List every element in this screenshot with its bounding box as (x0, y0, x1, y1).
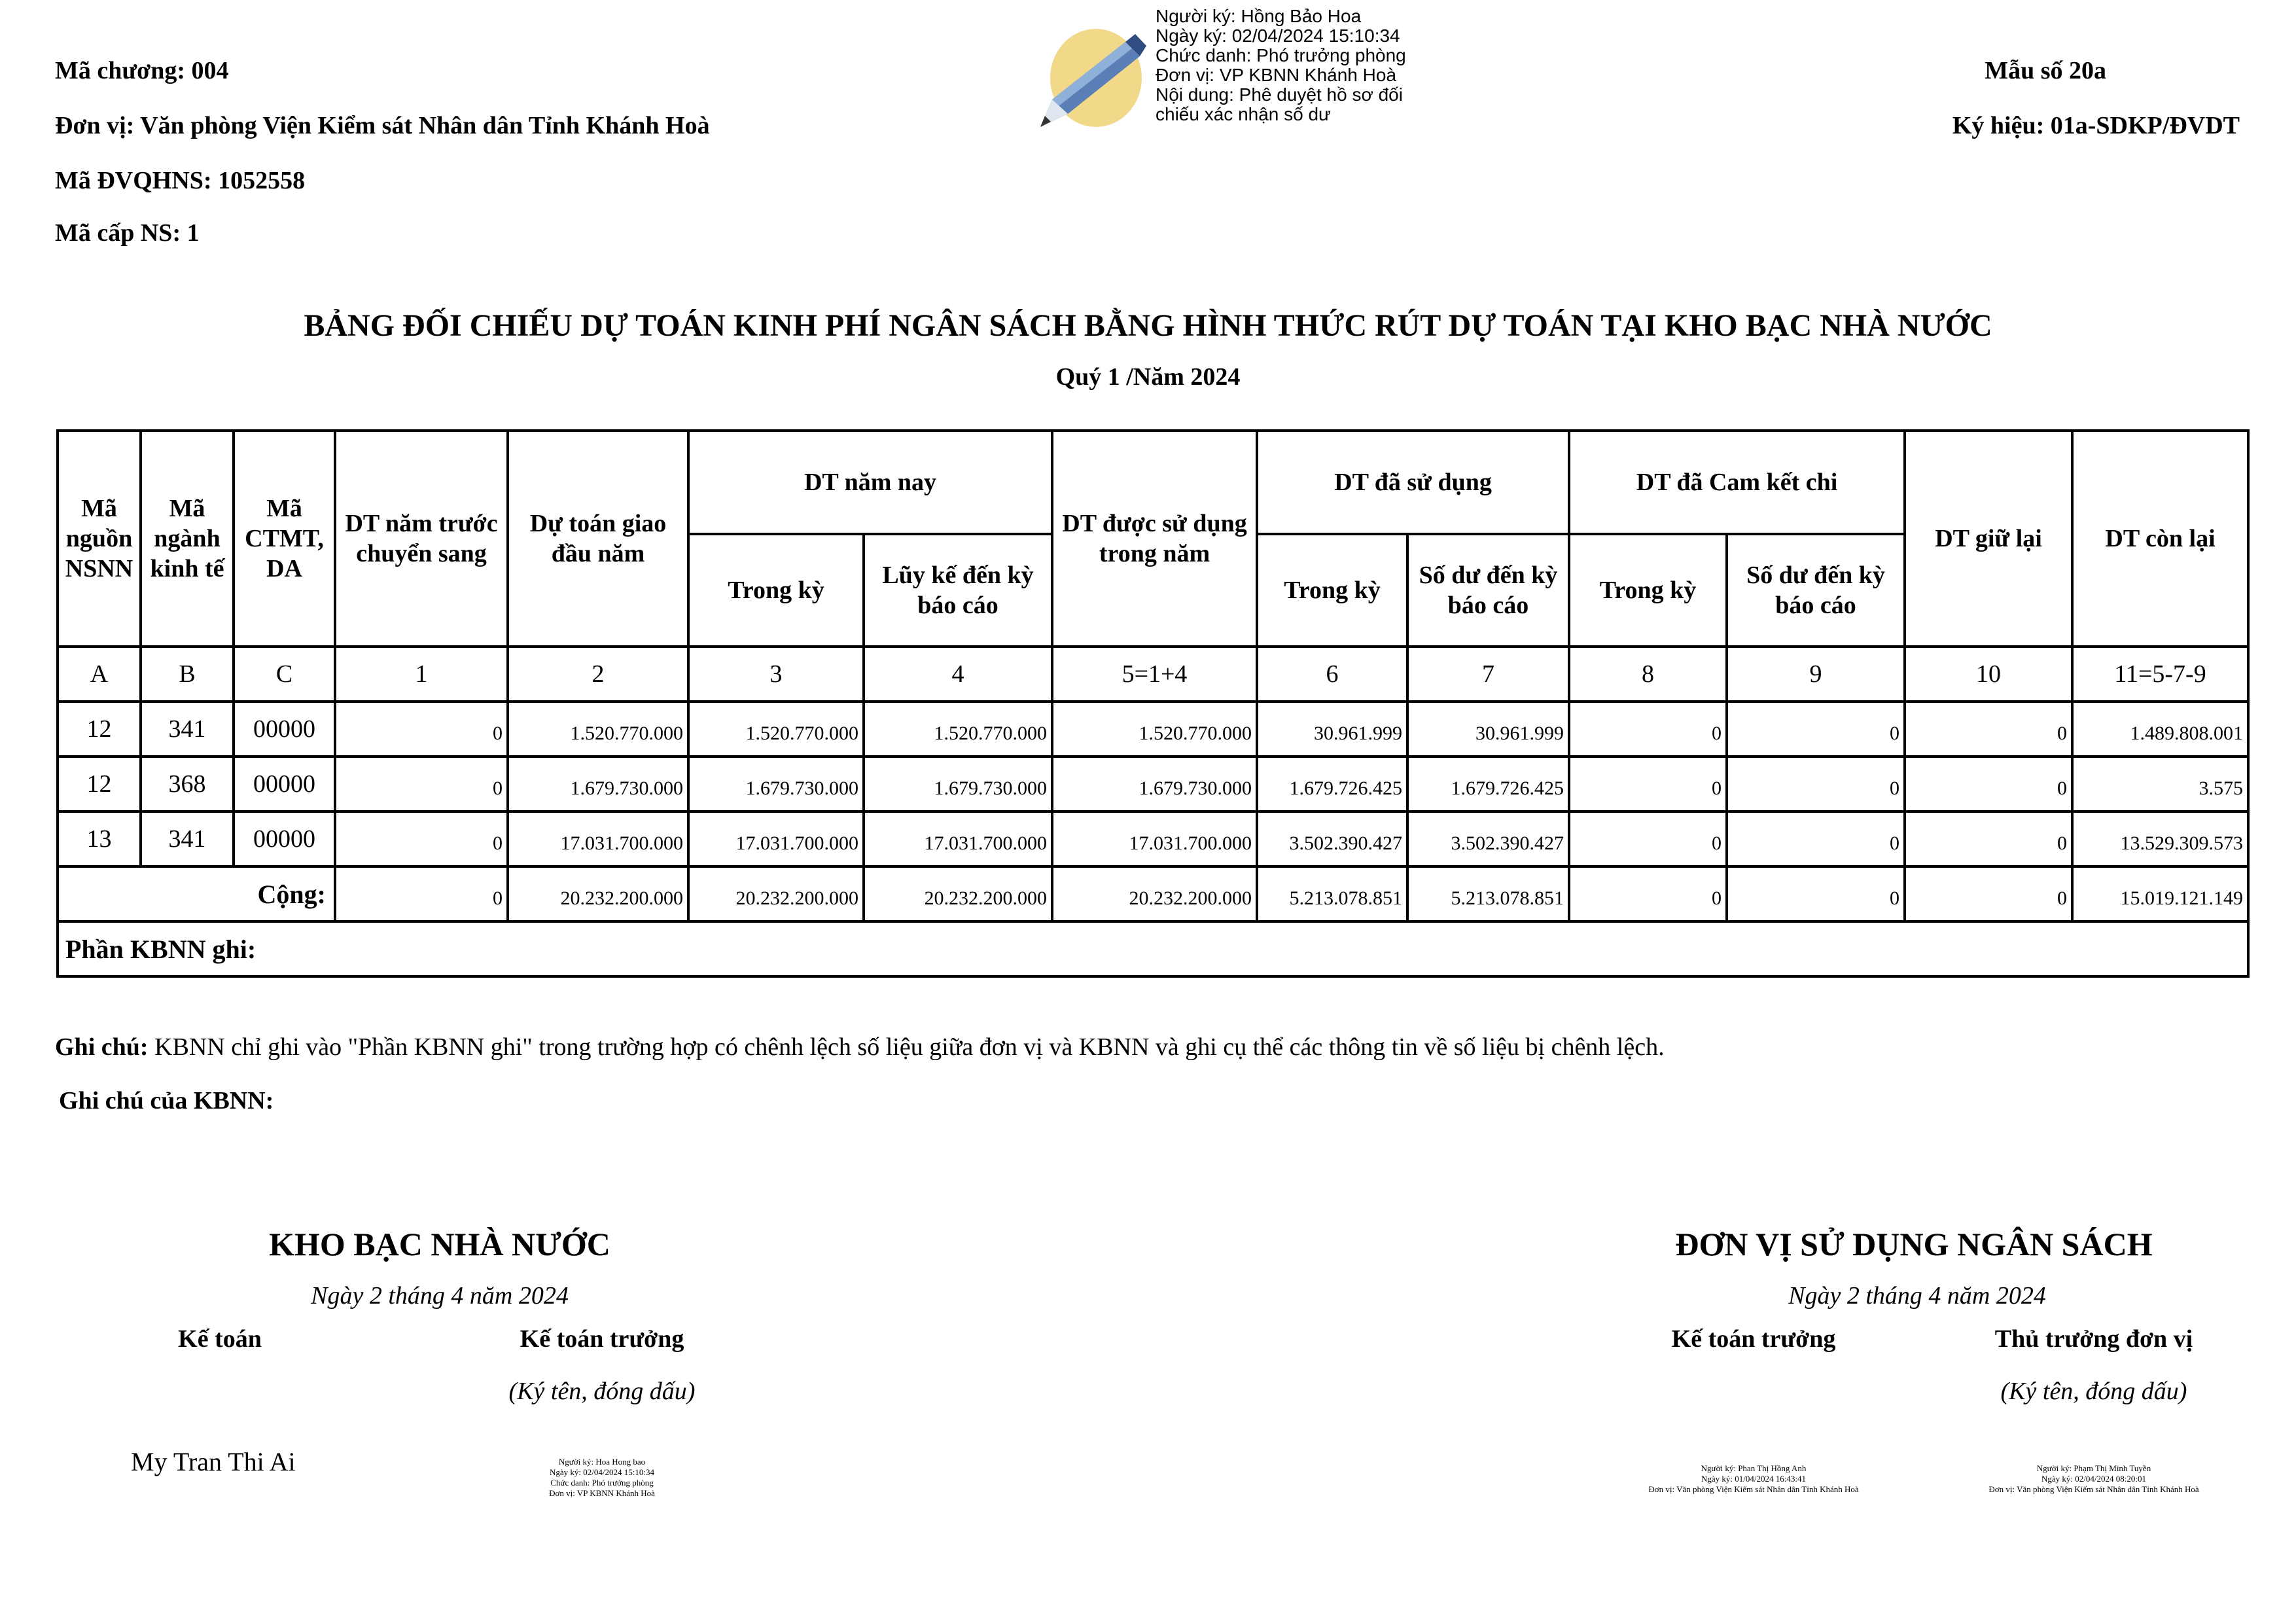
ky-hieu: Ký hiệu: 01a-SDKP/ĐVDT (1952, 112, 2240, 139)
total-cell: 0 (335, 866, 508, 921)
total-row (58, 866, 2248, 921)
table-row (58, 702, 2248, 757)
total-label: Cộng: (58, 866, 335, 921)
header-dt-da-su-dung: DT đã sử dụng (1257, 431, 1569, 534)
kbnn-note-label: Phần KBNN ghi: (58, 921, 2248, 976)
signature-line: Ngày ký: 02/04/2024 15:10:34 (1156, 26, 1400, 46)
index-cell: B (141, 647, 234, 702)
table-cell: 368 (141, 757, 234, 812)
kbnn-role-ke-toan: Kế toán (178, 1325, 262, 1353)
table-cell: 00000 (234, 757, 335, 812)
dvsdns-sign-hint: (Ký tên, đóng dấu) (2000, 1378, 2187, 1405)
dvsdns-signature-stamp-1 (1597, 1463, 1911, 1495)
kbnn-note-row (58, 921, 2248, 976)
mau-so: Mẫu số 20a (1985, 57, 2106, 84)
total-cell: 20.232.200.000 (864, 866, 1052, 921)
kbnn-section-title: KHO BẠC NHÀ NƯỚC (269, 1226, 610, 1262)
stamp-line: Ngày ký: 02/04/2024 08:20:01 (2041, 1474, 2146, 1484)
table-cell: 13.529.309.573 (2072, 812, 2248, 866)
table-cell: 17.031.700.000 (688, 812, 864, 866)
index-cell: 8 (1569, 647, 1727, 702)
table-cell: 3.575 (2072, 757, 2248, 812)
ghi-chu-kbnn: Ghi chú của KBNN: (59, 1087, 274, 1115)
table-cell: 0 (1569, 702, 1727, 757)
table-cell: 12 (58, 757, 141, 812)
table-cell: 00000 (234, 702, 335, 757)
don-vi: Đơn vị: Văn phòng Viện Kiểm sát Nhân dân Tỉnh Khánh Hoà (55, 112, 710, 139)
dvsdns-section-title: ĐƠN VỊ SỬ DỤNG NGÂN SÁCH (1675, 1226, 2153, 1262)
signature-line: Đơn vị: VP KBNN Khánh Hoà (1156, 65, 1397, 85)
total-cell: 5.213.078.851 (1257, 866, 1407, 921)
header-luy-ke: Lũy kế đến kỳ báo cáo (864, 534, 1052, 647)
index-cell: 11=5-7-9 (2072, 647, 2248, 702)
document-title: BẢNG ĐỐI CHIẾU DỰ TOÁN KINH PHÍ NGÂN SÁCH BẰNG HÌNH THỨC RÚT DỰ TOÁN TẠI KHO BẠC NHÀ NƯỚC (304, 308, 1992, 343)
stamp-line: Đơn vị: Văn phòng Viện Kiểm sát Nhân dân Tỉnh Khánh Hoà (1648, 1484, 1859, 1494)
index-cell: 1 (335, 647, 508, 702)
total-cell: 20.232.200.000 (508, 866, 688, 921)
table-cell: 1.679.730.000 (688, 757, 864, 812)
table-row (58, 757, 2248, 812)
table-cell: 1.489.808.001 (2072, 702, 2248, 757)
signature-line: chiếu xác nhận số dư (1156, 104, 1331, 124)
table-cell: 17.031.700.000 (508, 812, 688, 866)
table-cell: 0 (1905, 702, 2072, 757)
index-cell: C (234, 647, 335, 702)
table-cell: 341 (141, 702, 234, 757)
table-cell: 12 (58, 702, 141, 757)
table-cell: 30.961.999 (1407, 702, 1569, 757)
total-cell: 0 (1727, 866, 1905, 921)
table-cell: 13 (58, 812, 141, 866)
index-cell: 4 (864, 647, 1052, 702)
table-cell: 3.502.390.427 (1257, 812, 1407, 866)
stamp-line: Người ký: Phạm Thị Minh Tuyền (2036, 1463, 2151, 1473)
header-dt-da-cam-ket: DT đã Cam kết chi (1569, 431, 1905, 534)
index-cell: 5=1+4 (1052, 647, 1257, 702)
signature-line: Chức danh: Phó trưởng phòng (1156, 45, 1406, 65)
kbnn-date: Ngày 2 tháng 4 năm 2024 (311, 1282, 569, 1310)
index-cell: 2 (508, 647, 688, 702)
header-trong-ky: Trong kỳ (688, 534, 864, 647)
table-cell: 0 (335, 757, 508, 812)
stamp-line: Ngày ký: 02/04/2024 15:10:34 (550, 1467, 654, 1477)
stamp-line: Đơn vị: Văn phòng Viện Kiểm sát Nhân dân Tỉnh Khánh Hoà (1988, 1484, 2199, 1494)
header-dt-duoc-su-dung: DT được sử dụng trong năm (1052, 431, 1257, 647)
table-cell: 1.520.770.000 (508, 702, 688, 757)
table-cell: 0 (1905, 757, 2072, 812)
signature-line: Nội dung: Phê duyệt hồ sơ đối (1156, 84, 1403, 105)
ghi-chu (55, 1033, 1665, 1061)
table-cell: 0 (1569, 812, 1727, 866)
stamp-line: Chức danh: Phó trưởng phòng (550, 1478, 654, 1488)
table-cell: 1.679.730.000 (1052, 757, 1257, 812)
index-cell: 10 (1905, 647, 2072, 702)
header-ma-nguon: Mã nguồn NSNN (58, 431, 141, 647)
kbnn-signer-name: My Tran Thi Ai (131, 1447, 296, 1476)
ma-chuong: Mã chương: 004 (55, 57, 229, 84)
total-cell: 5.213.078.851 (1407, 866, 1569, 921)
table-cell: 17.031.700.000 (864, 812, 1052, 866)
header-dt-nam-truoc: DT năm trước chuyển sang (335, 431, 508, 647)
table-cell: 1.679.730.000 (508, 757, 688, 812)
dvsdns-date: Ngày 2 tháng 4 năm 2024 (1788, 1282, 2046, 1310)
index-cell: 3 (688, 647, 864, 702)
table-cell: 17.031.700.000 (1052, 812, 1257, 866)
index-cell: 7 (1407, 647, 1569, 702)
table-cell: 0 (335, 812, 508, 866)
index-row (58, 647, 2248, 702)
table-cell: 1.679.730.000 (864, 757, 1052, 812)
signature-line: Người ký: Hồng Bảo Hoa (1156, 6, 1362, 26)
table-cell: 00000 (234, 812, 335, 866)
table-cell: 341 (141, 812, 234, 866)
reconciliation-table (56, 429, 2250, 978)
ghi-chu-text: KBNN chỉ ghi vào "Phần KBNN ghi" trong trường hợp có chênh lệch số liệu giữa đơn vị và KBNN và ghi cụ thể các thông tin về số liệu bị chênh lệch. (154, 1033, 1665, 1061)
kbnn-sign-hint: (Ký tên, đóng dấu) (508, 1378, 696, 1405)
table-row (58, 812, 2248, 866)
header-so-du: Số dư đến kỳ báo cáo (1727, 534, 1905, 647)
table-cell: 3.502.390.427 (1407, 812, 1569, 866)
total-cell: 0 (1569, 866, 1727, 921)
dvsdns-role-ke-toan-truong: Kế toán trưởng (1671, 1325, 1836, 1353)
ghi-chu-label: Ghi chú: (55, 1033, 149, 1061)
table-cell: 0 (1905, 812, 2072, 866)
digital-signature-info (1156, 7, 1406, 124)
header-trong-ky: Trong kỳ (1569, 534, 1727, 647)
document-subtitle: Quý 1 /Năm 2024 (1055, 363, 1241, 391)
index-cell: 9 (1727, 647, 1905, 702)
ma-dvqhns: Mã ĐVQHNS: 1052558 (55, 167, 306, 194)
stamp-line: Người ký: Hoa Hong bao (558, 1457, 646, 1467)
total-cell: 15.019.121.149 (2072, 866, 2248, 921)
pen-signature-icon (1027, 22, 1152, 134)
table-cell: 1.679.726.425 (1407, 757, 1569, 812)
table-cell: 0 (1727, 702, 1905, 757)
header-ma-nganh: Mã ngành kinh tế (141, 431, 234, 647)
dvsdns-signature-stamp-2 (1930, 1463, 2257, 1495)
header-du-toan-giao: Dự toán giao đầu năm (508, 431, 688, 647)
stamp-line: Đơn vị: VP KBNN Khánh Hoà (549, 1488, 655, 1498)
index-cell: A (58, 647, 141, 702)
table-cell: 1.520.770.000 (688, 702, 864, 757)
header-ma-ctmt: Mã CTMT, DA (234, 431, 335, 647)
stamp-line: Ngày ký: 01/04/2024 16:43:41 (1701, 1474, 1806, 1484)
header-trong-ky: Trong kỳ (1257, 534, 1407, 647)
header-dt-con-lai: DT còn lại (2072, 431, 2248, 647)
table-cell: 30.961.999 (1257, 702, 1407, 757)
kbnn-role-ke-toan-truong: Kế toán trưởng (520, 1325, 684, 1353)
table-cell: 0 (335, 702, 508, 757)
total-cell: 20.232.200.000 (688, 866, 864, 921)
index-cell: 6 (1257, 647, 1407, 702)
table-cell: 1.520.770.000 (1052, 702, 1257, 757)
stamp-line: Người ký: Phan Thị Hồng Anh (1701, 1463, 1807, 1473)
header-so-du: Số dư đến kỳ báo cáo (1407, 534, 1569, 647)
header-dt-nam-nay: DT năm nay (688, 431, 1052, 534)
table-cell: 0 (1569, 757, 1727, 812)
total-cell: 0 (1905, 866, 2072, 921)
table-cell: 0 (1727, 812, 1905, 866)
table-cell: 1.520.770.000 (864, 702, 1052, 757)
ma-cap-ns: Mã cấp NS: 1 (55, 219, 200, 247)
kbnn-signature-stamp (510, 1457, 694, 1499)
table-cell: 0 (1727, 757, 1905, 812)
header-dt-giu-lai: DT giữ lại (1905, 431, 2072, 647)
dvsdns-role-thu-truong: Thủ trưởng đơn vị (1994, 1325, 2193, 1353)
total-cell: 20.232.200.000 (1052, 866, 1257, 921)
table-cell: 1.679.726.425 (1257, 757, 1407, 812)
